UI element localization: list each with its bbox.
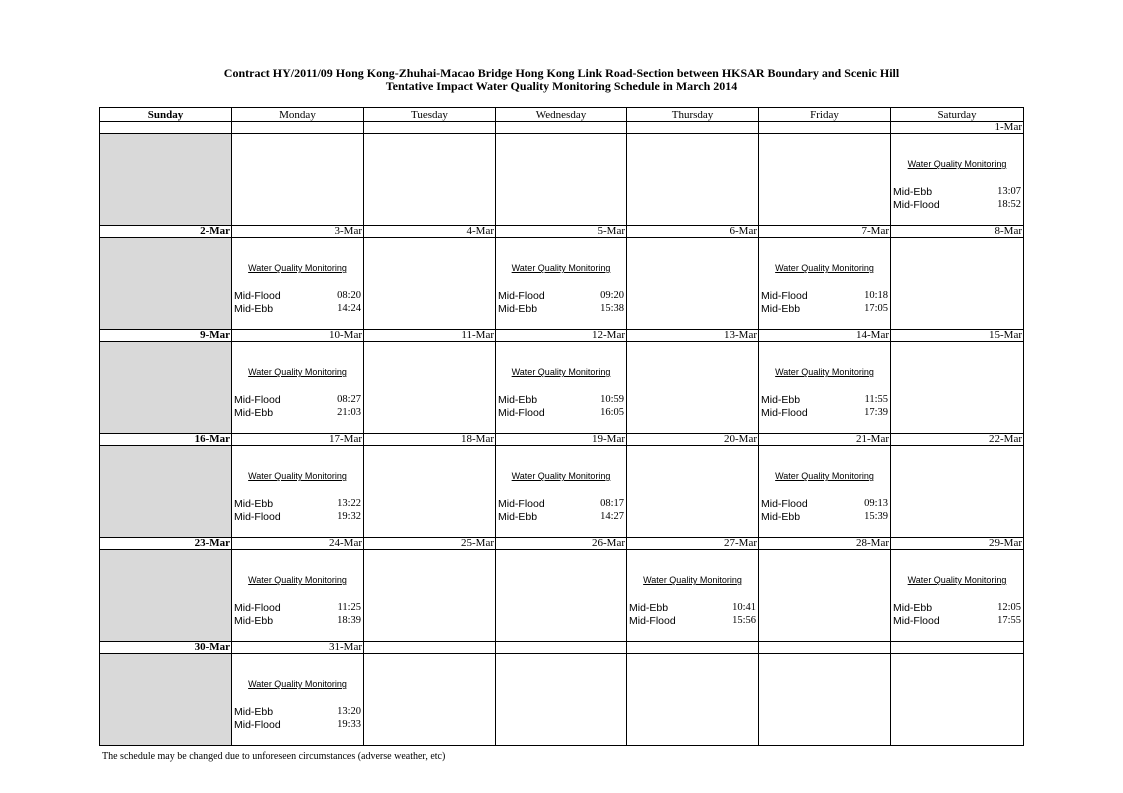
- day-header-tuesday: Tuesday: [364, 108, 496, 122]
- date-label: 20-Mar: [627, 434, 759, 446]
- day-header-saturday: Saturday: [891, 108, 1024, 122]
- tide-line: [234, 394, 361, 406]
- event-title: Water Quality Monitoring: [248, 471, 347, 481]
- event-title: Water Quality Monitoring: [248, 263, 347, 273]
- tide-time: 08:27: [337, 394, 361, 405]
- tide-time: 19:33: [337, 719, 361, 730]
- tide-time: 15:39: [864, 511, 888, 522]
- tide-time: 11:25: [337, 602, 361, 613]
- sunday-cell: [100, 342, 232, 434]
- sunday-cell: [100, 134, 232, 226]
- day-cell: [627, 134, 759, 226]
- date-label: 21-Mar: [759, 434, 891, 446]
- week-body-row: [100, 342, 1024, 434]
- date-label: [100, 122, 232, 134]
- tide-phase: Mid-Flood: [234, 394, 281, 406]
- tide-phase: Mid-Ebb: [234, 303, 274, 315]
- event-title: Water Quality Monitoring: [775, 263, 874, 273]
- date-label: 16-Mar: [100, 434, 232, 446]
- week-date-row: [100, 226, 1024, 238]
- date-label: [759, 122, 891, 134]
- day-cell: [364, 446, 496, 538]
- tide-phase: Mid-Flood: [761, 290, 808, 302]
- monitoring-event: [496, 342, 626, 433]
- day-cell: [759, 134, 891, 226]
- tide-phase: Mid-Ebb: [629, 602, 669, 614]
- tide-time: 18:52: [997, 199, 1021, 210]
- tide-phase: Mid-Ebb: [761, 303, 801, 315]
- date-label: [627, 642, 759, 654]
- date-label: 25-Mar: [364, 538, 496, 550]
- tide-line: [234, 407, 361, 419]
- day-cell: [364, 134, 496, 226]
- date-label: [496, 122, 627, 134]
- tide-time: 09:20: [600, 290, 624, 301]
- date-label: 19-Mar: [496, 434, 627, 446]
- event-title: Water Quality Monitoring: [907, 575, 1007, 585]
- tide-time: 13:22: [337, 498, 361, 509]
- week-date-row: [100, 434, 1024, 446]
- day-cell: [364, 238, 496, 330]
- tide-time: 14:27: [600, 511, 624, 522]
- date-label: [627, 122, 759, 134]
- date-label: 6-Mar: [627, 226, 759, 238]
- tide-phase: Mid-Flood: [234, 511, 281, 523]
- tide-time: 18:39: [337, 615, 361, 626]
- document-title: Contract HY/2011/09 Hong Kong-Zhuhai-Macao Bridge Hong Kong Link Road-Section between HKSAR Boundary and Scenic Hill: [223, 66, 900, 80]
- day-cell: [232, 134, 364, 226]
- week-date-row: [100, 538, 1024, 550]
- day-cell: [759, 342, 891, 434]
- monitoring-event: [496, 446, 626, 537]
- tide-line: [761, 394, 888, 406]
- tide-phase: Mid-Ebb: [498, 303, 538, 315]
- day-cell: [759, 238, 891, 330]
- tide-phase: Mid-Flood: [498, 407, 545, 419]
- tide-time: 13:20: [337, 706, 361, 717]
- tide-time: 16:05: [600, 407, 624, 418]
- tide-phase: Mid-Flood: [629, 615, 676, 627]
- tide-line: [629, 615, 756, 627]
- tide-time: 11:55: [864, 394, 888, 405]
- tide-line: [893, 602, 1021, 614]
- day-cell: [364, 550, 496, 642]
- day-cell: [232, 238, 364, 330]
- date-label: 18-Mar: [364, 434, 496, 446]
- event-title: Water Quality Monitoring: [248, 679, 347, 689]
- tide-time: 19:32: [337, 511, 361, 522]
- day-cell: [891, 654, 1024, 746]
- tide-line: [234, 303, 361, 315]
- day-cell: [627, 550, 759, 642]
- tide-phase: Mid-Flood: [498, 290, 545, 302]
- tide-line: [234, 511, 361, 523]
- tide-line: [498, 498, 624, 510]
- date-label: 4-Mar: [364, 226, 496, 238]
- tide-time: 21:03: [337, 407, 361, 418]
- tide-line: [234, 498, 361, 510]
- tide-phase: Mid-Ebb: [893, 602, 933, 614]
- tide-line: [761, 498, 888, 510]
- date-label: [496, 642, 627, 654]
- tide-line: [234, 290, 361, 302]
- day-cell: [891, 550, 1024, 642]
- day-cell: [364, 654, 496, 746]
- day-header-row: [100, 108, 1024, 122]
- date-label: 30-Mar: [100, 642, 232, 654]
- tide-phase: Mid-Ebb: [234, 407, 274, 419]
- tide-time: 09:13: [864, 498, 888, 509]
- tide-line: [498, 303, 624, 315]
- tide-line: [893, 186, 1021, 198]
- date-label: 22-Mar: [891, 434, 1024, 446]
- day-cell: [891, 238, 1024, 330]
- tide-line: [761, 511, 888, 523]
- day-cell: [496, 654, 627, 746]
- day-cell: [759, 654, 891, 746]
- tide-phase: Mid-Flood: [893, 615, 940, 627]
- monitoring-event: [232, 238, 363, 329]
- monitoring-event: [759, 446, 890, 537]
- day-header-sunday: Sunday: [100, 108, 232, 122]
- tide-line: [234, 602, 361, 614]
- tide-time: 10:18: [864, 290, 888, 301]
- monitoring-event: [891, 134, 1023, 225]
- monitoring-event: [232, 342, 363, 433]
- event-title: Water Quality Monitoring: [775, 471, 874, 481]
- tide-line: [761, 303, 888, 315]
- week-date-row: [100, 122, 1024, 134]
- tide-phase: Mid-Ebb: [498, 394, 538, 406]
- tide-line: [498, 290, 624, 302]
- date-label: 3-Mar: [232, 226, 364, 238]
- date-label: 29-Mar: [891, 538, 1024, 550]
- monitoring-event: [759, 342, 890, 433]
- date-label: 23-Mar: [100, 538, 232, 550]
- date-label: 26-Mar: [496, 538, 627, 550]
- day-header-friday: Friday: [759, 108, 891, 122]
- date-label: [232, 122, 364, 134]
- tide-line: [761, 290, 888, 302]
- date-label: [364, 642, 496, 654]
- date-label: 17-Mar: [232, 434, 364, 446]
- tide-time: 15:56: [732, 615, 756, 626]
- event-title: Water Quality Monitoring: [248, 367, 347, 377]
- tide-phase: Mid-Flood: [893, 199, 940, 211]
- tide-time: 17:05: [864, 303, 888, 314]
- tide-line: [234, 706, 361, 718]
- tide-phase: Mid-Flood: [234, 719, 281, 731]
- event-title: Water Quality Monitoring: [775, 367, 874, 377]
- tide-time: 12:05: [997, 602, 1021, 613]
- date-label: 13-Mar: [627, 330, 759, 342]
- tide-line: [234, 719, 361, 731]
- monitoring-event: [759, 238, 890, 329]
- day-cell: [232, 446, 364, 538]
- day-cell: [627, 238, 759, 330]
- tide-phase: Mid-Ebb: [498, 511, 538, 523]
- tide-time: 17:55: [997, 615, 1021, 626]
- week-body-row: [100, 654, 1024, 746]
- day-cell: [496, 134, 627, 226]
- sunday-cell: [100, 446, 232, 538]
- day-cell: [627, 342, 759, 434]
- day-cell: [496, 550, 627, 642]
- event-title: Water Quality Monitoring: [248, 575, 347, 585]
- tide-phase: Mid-Flood: [761, 498, 808, 510]
- tide-phase: Mid-Ebb: [234, 706, 274, 718]
- tide-time: 10:41: [732, 602, 756, 613]
- day-cell: [232, 342, 364, 434]
- event-title: Water Quality Monitoring: [511, 471, 611, 481]
- day-cell: [627, 654, 759, 746]
- tide-time: 08:20: [337, 290, 361, 301]
- week-body-row: [100, 238, 1024, 330]
- date-label: [364, 122, 496, 134]
- monitoring-event: [891, 550, 1023, 641]
- date-label: 11-Mar: [364, 330, 496, 342]
- date-label: 31-Mar: [232, 642, 364, 654]
- week-date-row: [100, 642, 1024, 654]
- tide-phase: Mid-Ebb: [234, 615, 274, 627]
- tide-phase: Mid-Flood: [761, 407, 808, 419]
- footnote: The schedule may be changed due to unforeseen circumstances (adverse weather, etc): [102, 751, 446, 762]
- week-body-row: [100, 550, 1024, 642]
- tide-phase: Mid-Ebb: [761, 394, 801, 406]
- day-cell: [364, 342, 496, 434]
- tide-line: [893, 615, 1021, 627]
- monitoring-event: [627, 550, 758, 641]
- event-title: Water Quality Monitoring: [643, 575, 742, 585]
- date-label: 24-Mar: [232, 538, 364, 550]
- day-cell: [496, 446, 627, 538]
- date-label: 28-Mar: [759, 538, 891, 550]
- day-cell: [232, 550, 364, 642]
- tide-line: [234, 615, 361, 627]
- tide-phase: Mid-Flood: [498, 498, 545, 510]
- tide-line: [629, 602, 756, 614]
- calendar-table: [99, 107, 1024, 746]
- tide-time: 14:24: [337, 303, 361, 314]
- tide-time: 10:59: [600, 394, 624, 405]
- day-cell: [891, 446, 1024, 538]
- tide-line: [498, 394, 624, 406]
- day-cell: [759, 550, 891, 642]
- week-body-row: [100, 134, 1024, 226]
- week-date-row: [100, 330, 1024, 342]
- week-body-row: [100, 446, 1024, 538]
- date-label: 7-Mar: [759, 226, 891, 238]
- tide-phase: Mid-Ebb: [893, 186, 933, 198]
- date-label: 2-Mar: [100, 226, 232, 238]
- sunday-cell: [100, 550, 232, 642]
- monitoring-event: [232, 550, 363, 641]
- day-cell: [759, 446, 891, 538]
- day-header-thursday: Thursday: [627, 108, 759, 122]
- sunday-cell: [100, 238, 232, 330]
- event-title: Water Quality Monitoring: [511, 367, 611, 377]
- date-label: 9-Mar: [100, 330, 232, 342]
- date-label: 14-Mar: [759, 330, 891, 342]
- monitoring-event: [232, 654, 363, 745]
- day-cell: [496, 342, 627, 434]
- tide-time: 08:17: [600, 498, 624, 509]
- tide-line: [893, 199, 1021, 211]
- day-cell: [496, 238, 627, 330]
- day-cell: [232, 654, 364, 746]
- date-label: [759, 642, 891, 654]
- date-label: 10-Mar: [232, 330, 364, 342]
- tide-line: [498, 407, 624, 419]
- tide-phase: Mid-Ebb: [234, 498, 274, 510]
- monitoring-event: [232, 446, 363, 537]
- tide-line: [761, 407, 888, 419]
- day-header-wednesday: Wednesday: [496, 108, 627, 122]
- date-label: 15-Mar: [891, 330, 1024, 342]
- date-label: [891, 642, 1024, 654]
- day-header-monday: Monday: [232, 108, 364, 122]
- date-label: 1-Mar: [891, 122, 1024, 134]
- tide-time: 15:38: [600, 303, 624, 314]
- tide-phase: Mid-Flood: [234, 290, 281, 302]
- day-cell: [627, 446, 759, 538]
- tide-phase: Mid-Flood: [234, 602, 281, 614]
- tide-time: 13:07: [997, 186, 1021, 197]
- sunday-cell: [100, 654, 232, 746]
- date-label: 5-Mar: [496, 226, 627, 238]
- tide-time: 17:39: [864, 407, 888, 418]
- day-cell: [891, 134, 1024, 226]
- monitoring-event: [496, 238, 626, 329]
- tide-line: [498, 511, 624, 523]
- event-title: Water Quality Monitoring: [907, 159, 1007, 169]
- document-subtitle: Tentative Impact Water Quality Monitoring Schedule in March 2014: [385, 79, 738, 93]
- day-cell: [891, 342, 1024, 434]
- tide-phase: Mid-Ebb: [761, 511, 801, 523]
- date-label: 12-Mar: [496, 330, 627, 342]
- event-title: Water Quality Monitoring: [511, 263, 611, 273]
- date-label: 8-Mar: [891, 226, 1024, 238]
- date-label: 27-Mar: [627, 538, 759, 550]
